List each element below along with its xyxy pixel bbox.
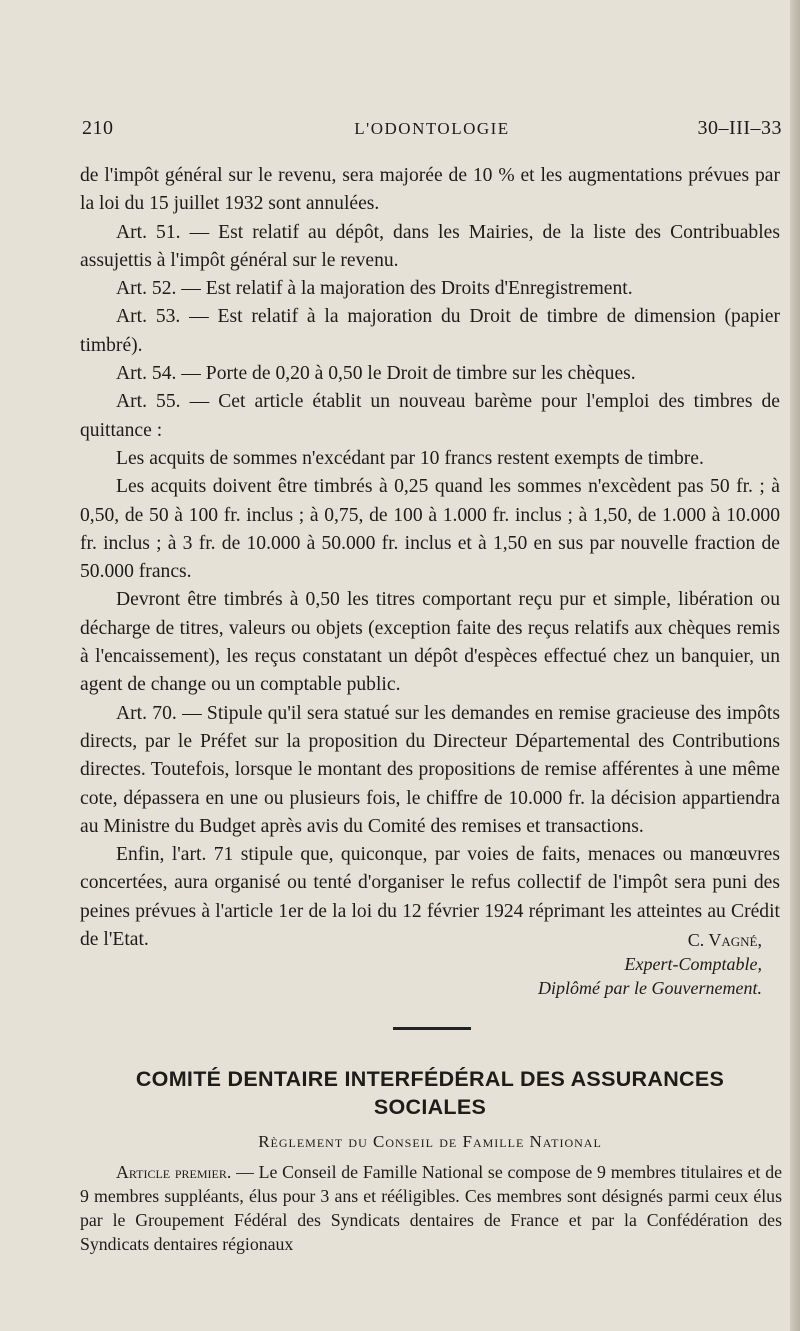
paragraph: Enfin, l'art. 71 stipule que, quiconque, par voies de faits, menaces ou manœuvres concertées, aura organisé ou tenté d'organiser le refus collectif de l'impôt sera puni des peines prévues à l'article 1er de la loi du 12 février 1924 réprimant les atteintes au Crédit de l'Etat. bbox=[80, 844, 780, 951]
paragraph: Art. 70. — Stipule qu'il sera statué sur les demandes en remise gracieuse des impôts directs, par le Préfet sur la proposition du Directeur Départemental des Contributions directes. Toutefois, lorsque le montant des propositions de remise afférentes à une même cote, dépassera en une ou plusieurs fois, le chiffre de 10.000 fr. la décision appartiendra au Ministre du Budget après avis du Comité des remises et transactions. bbox=[80, 702, 780, 837]
paragraph: Art. 55. — Cet article établit un nouveau barème pour l'emploi des timbres de quittance : bbox=[80, 391, 780, 441]
signature-block bbox=[400, 928, 762, 1000]
paragraph: Art. 54. — Porte de 0,20 à 0,50 le Droit de timbre sur les chèques. bbox=[116, 363, 636, 385]
paragraph: Les acquits doivent être timbrés à 0,25 quand les sommes n'excèdent pas 50 fr. ; à 0,50, de 50 à 100 fr. inclus ; à 0,75, de 100 à 1.000 fr. inclus ; à 1,50, de 1.000 à 10.000 fr. inclus ; à 3 fr. de 10.000 à 50.000 fr. inclus et à 1,50 en sus par nouvelle fraction de 50.000 francs. bbox=[80, 476, 780, 583]
article-body bbox=[80, 162, 780, 954]
page-number: 210 bbox=[82, 117, 114, 139]
section-heading-line: COMITÉ DENTAIRE INTERFÉDÉRAL DES ASSURANCES bbox=[135, 1067, 725, 1091]
section-heading bbox=[78, 1065, 782, 1121]
paragraph: Art. 53. — Est relatif à la majoration du Droit de timbre de dimension (papier timbré). bbox=[80, 306, 780, 356]
issue-date: 30–III–33 bbox=[697, 117, 782, 139]
section-subheading: Règlement du Conseil de Famille National bbox=[258, 1132, 602, 1151]
paragraph: Art. 51. — Est relatif au dépôt, dans les Mairies, de la liste des Contribuables assujettis à l'impôt général sur le revenu. bbox=[80, 221, 780, 271]
page-edge-shadow bbox=[790, 0, 800, 1331]
paragraph: Devront être timbrés à 0,50 les titres comportant reçu pur et simple, libération ou décharge de titres, valeurs ou objets (exception faite des reçus relatifs aux chèques remis à l'encaissement), les reçus constatant un dépôt d'espèces effectué chez un banquier, un agent de change ou un comptable public. bbox=[80, 589, 780, 696]
article-first bbox=[80, 1160, 782, 1256]
section-heading-line: SOCIALES bbox=[373, 1095, 487, 1119]
article-text: — Le Conseil de Famille National se compose de 9 membres titulaires et de 9 membres suppléants, élus pour 3 ans et rééligibles. Ces membres sont désignés parmi ceux élus par le Groupement Fédéral des Syndicats dentaires de France et par la Confédération des Syndicats dentaires régionaux bbox=[80, 1162, 783, 1254]
journal-title: L'ODONTOLOGIE bbox=[354, 119, 510, 138]
article-paragraph bbox=[80, 1160, 782, 1256]
paragraph: Art. 52. — Est relatif à la majoration des Droits d'Enregistrement. bbox=[116, 278, 633, 300]
paragraph: de l'impôt général sur le revenu, sera majorée de 10 % et les augmentations prévues par la loi du 15 juillet 1932 sont annulées. bbox=[80, 165, 780, 215]
signature-credential: Diplômé par le Gouvernement. bbox=[538, 978, 762, 998]
signature-name: C. Vagné, bbox=[687, 930, 762, 950]
running-header bbox=[82, 117, 782, 147]
section-divider bbox=[393, 1027, 471, 1030]
paragraph: Les acquits de sommes n'excédant par 10 francs restent exempts de timbre. bbox=[116, 447, 704, 469]
article-label: Article premier. bbox=[116, 1162, 232, 1182]
signature-title: Expert-Comptable, bbox=[624, 954, 762, 974]
